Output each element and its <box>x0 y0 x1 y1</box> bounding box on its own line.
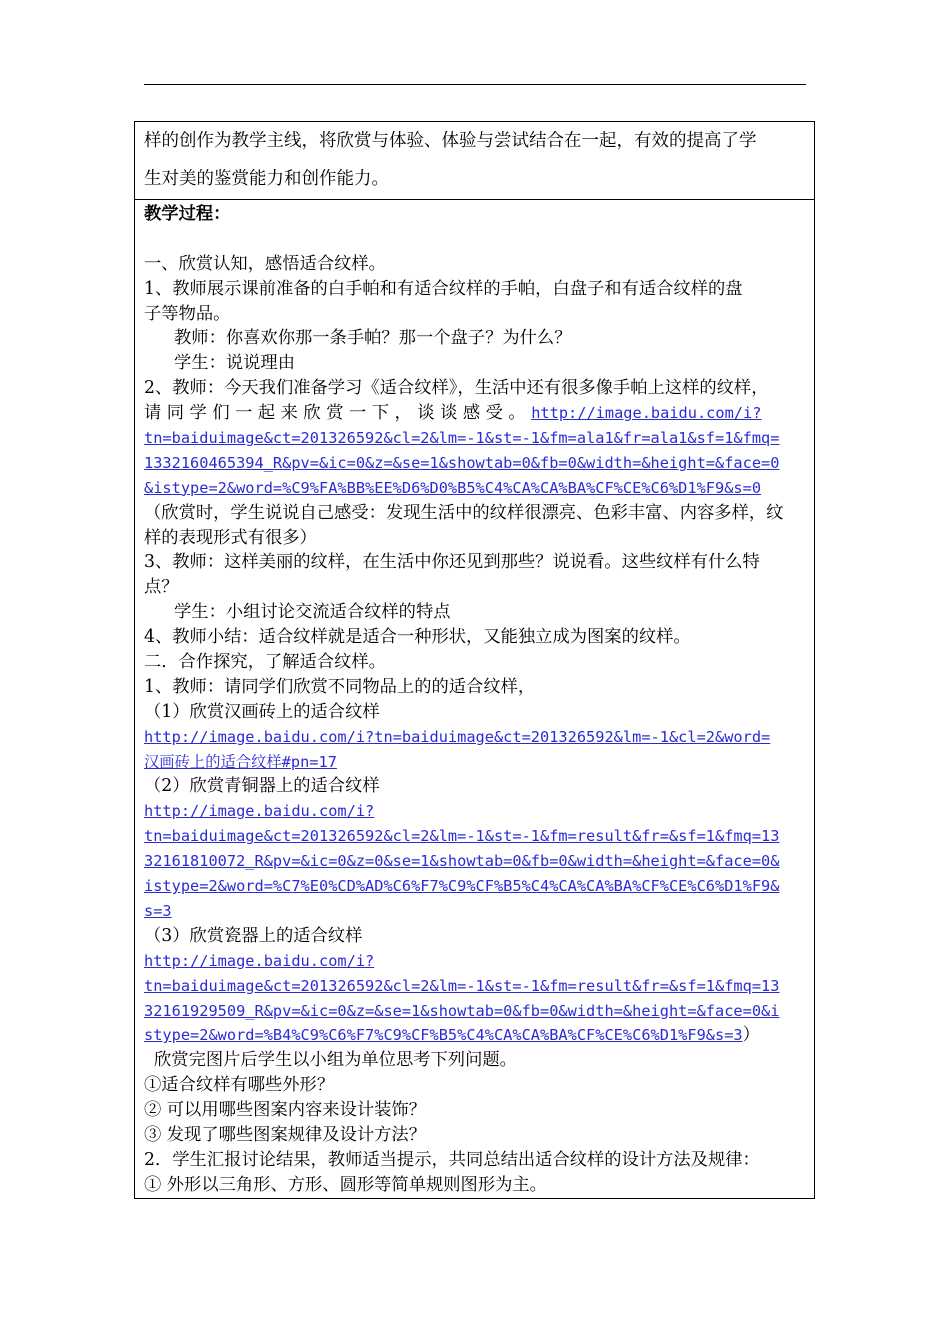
link-4-line-4 <box>144 1023 807 1048</box>
lesson-table <box>134 121 815 1199</box>
link-3-line-5 <box>144 899 807 924</box>
paragraph-2-note-1: （欣赏时，学生说说自己感受：发现生活中的纹样很漂亮、色彩丰富、内容多样，纹 <box>144 502 784 523</box>
paragraph-4: 4、教师小结：适合纹样就是适合一种形状，又能独立成为图案的纹样。 <box>144 627 691 648</box>
link-4-cont[interactable]: tn=baiduimage&ct=201326592&cl=2&lm=-1&st=-1&fm=result&fr=&sf=1&fmq=13 <box>144 976 780 995</box>
link-1-cont[interactable]: 1332160465394_R&pv=&ic=0&z=&se=1&showtab=0&fb=0&width=&height=&face=0 <box>144 453 780 472</box>
paragraph-1-line-1: 1、教师展示课前准备的白手帕和有适合纹样的手帕，白盘子和有适合纹样的盘 <box>144 278 743 299</box>
process-cell <box>135 200 815 1199</box>
question-3: ③ 发现了哪些图案规律及设计方法？ <box>144 1124 426 1145</box>
link-2[interactable]: http://image.baidu.com/i?tn=baiduimage&ct=201326592&lm=-1&cl=2&word= <box>144 727 771 746</box>
link-3-line-2 <box>144 824 807 849</box>
process-heading: 教学过程： <box>144 204 231 224</box>
link-3[interactable]: http://image.baidu.com/i? <box>144 802 375 821</box>
link-1-line-4 <box>144 476 807 501</box>
link-1[interactable]: http://image.baidu.com/i? <box>531 404 762 423</box>
link-1-cont[interactable]: tn=baiduimage&ct=201326592&cl=2&lm=-1&st=-1&fm=ala1&fr=ala1&sf=1&fmq= <box>144 429 780 448</box>
link-1-cont[interactable]: &istype=2&word=%C9%FA%BB%EE%D6%D0%B5%C4%CA%CA%BA%CF%CE%C6%D1%F9&s=0 <box>144 478 762 497</box>
intro-line-1: 样的创作为教学主线，将欣赏与体验、体验与尝试结合在一起，有效的提高了学 <box>144 131 757 151</box>
spacer <box>144 227 807 252</box>
link-2-cont[interactable]: 汉画砖上的适合纹样#pn=17 <box>144 752 337 771</box>
link-1-line-3 <box>144 451 807 476</box>
intro-line-2: 生对美的鉴赏能力和创作能力。 <box>144 169 389 189</box>
link-4-line-3 <box>144 999 807 1024</box>
intro-cell <box>135 122 815 200</box>
paragraph-1-line-2: 子等物品。 <box>144 303 231 324</box>
after-view-prompt: 欣赏完图片后学生以小组为单位思考下列问题。 <box>154 1050 517 1071</box>
teacher-question: 教师：你喜欢你那一条手帕？那一个盘子？为什么？ <box>174 328 572 349</box>
link-4-line-2 <box>144 974 807 999</box>
rule-1: ① 外形以三角形、方形、圆形等简单规则图形为主。 <box>144 1174 547 1195</box>
paragraph-2-line-1: 2、教师：今天我们准备学习《适合纹样》，生活中还有很多像手帕上这样的纹样， <box>144 378 769 399</box>
section-2-title: 二．合作探究，了解适合纹样。 <box>144 652 386 673</box>
paragraph-3-line-2: 点？ <box>144 577 179 598</box>
link-4-cont[interactable]: stype=2&word=%B4%C9%C6%F7%C9%CF%B5%C4%CA%CA%BA%CF%CE%C6%D1%F9&s=3 <box>144 1026 743 1045</box>
section-2-paragraph-1: 1、教师：请同学们欣赏不同物品上的的适合纹样， <box>144 676 536 697</box>
student-answer: 学生：说说理由 <box>174 353 295 374</box>
list-item-2: （2）欣赏青铜器上的适合纹样 <box>144 776 380 797</box>
link-3-cont[interactable]: 32161810072_R&pv=&ic=0&z=0&se=1&showtab=0&fb=0&width=&height=&face=0& <box>144 852 780 871</box>
link-3-line-4 <box>144 874 807 899</box>
section-1-title: 一、欣赏认知，感悟适合纹样。 <box>144 253 386 274</box>
link-3-cont[interactable]: s=3 <box>144 901 172 920</box>
closing-paren: ） <box>742 1025 760 1046</box>
question-1: ①适合纹样有哪些外形？ <box>144 1075 335 1096</box>
link-2-line-2 <box>144 750 807 775</box>
list-item-1: （1）欣赏汉画砖上的适合纹样 <box>144 701 380 722</box>
link-2-line-1 <box>144 725 807 750</box>
link-4[interactable]: http://image.baidu.com/i? <box>144 951 375 970</box>
paragraph-2-text: 请 同 学 们 一 起 来 欣 赏 一 下 ， 谈 谈 感 受 。 <box>144 403 526 424</box>
link-1-line-2 <box>144 426 807 451</box>
paragraph-2-line-2 <box>144 401 807 426</box>
question-2: ② 可以用哪些图案内容来设计装饰？ <box>144 1100 426 1121</box>
link-4-cont[interactable]: 32161929509_R&pv=&ic=0&z=&se=1&showtab=0&fb=0&width=&height=&face=0&i <box>144 1001 780 1020</box>
list-item-3: （3）欣赏瓷器上的适合纹样 <box>144 925 363 946</box>
link-3-line-1 <box>144 799 807 824</box>
report-paragraph: 2．学生汇报讨论结果，教师适当提示，共同总结出适合纹样的设计方法及规律： <box>144 1149 760 1170</box>
link-4-line-1 <box>144 949 807 974</box>
link-3-cont[interactable]: istype=2&word=%C7%E0%CD%AD%C6%F7%C9%CF%B5%C4%CA%CA%BA%CF%CE%C6%D1%F9& <box>144 877 780 896</box>
paragraph-3-line-1: 3、教师：这样美丽的纹样，在生活中你还见到那些？说说看。这些纹样有什么特 <box>144 552 760 573</box>
link-3-line-3 <box>144 849 807 874</box>
header-rule <box>144 84 806 85</box>
link-3-cont[interactable]: tn=baiduimage&ct=201326592&cl=2&lm=-1&st=-1&fm=result&fr=&sf=1&fmq=13 <box>144 827 780 846</box>
student-discussion: 学生：小组讨论交流适合纹样的特点 <box>174 602 451 623</box>
paragraph-2-note-2: 样的表现形式有很多） <box>144 527 317 548</box>
